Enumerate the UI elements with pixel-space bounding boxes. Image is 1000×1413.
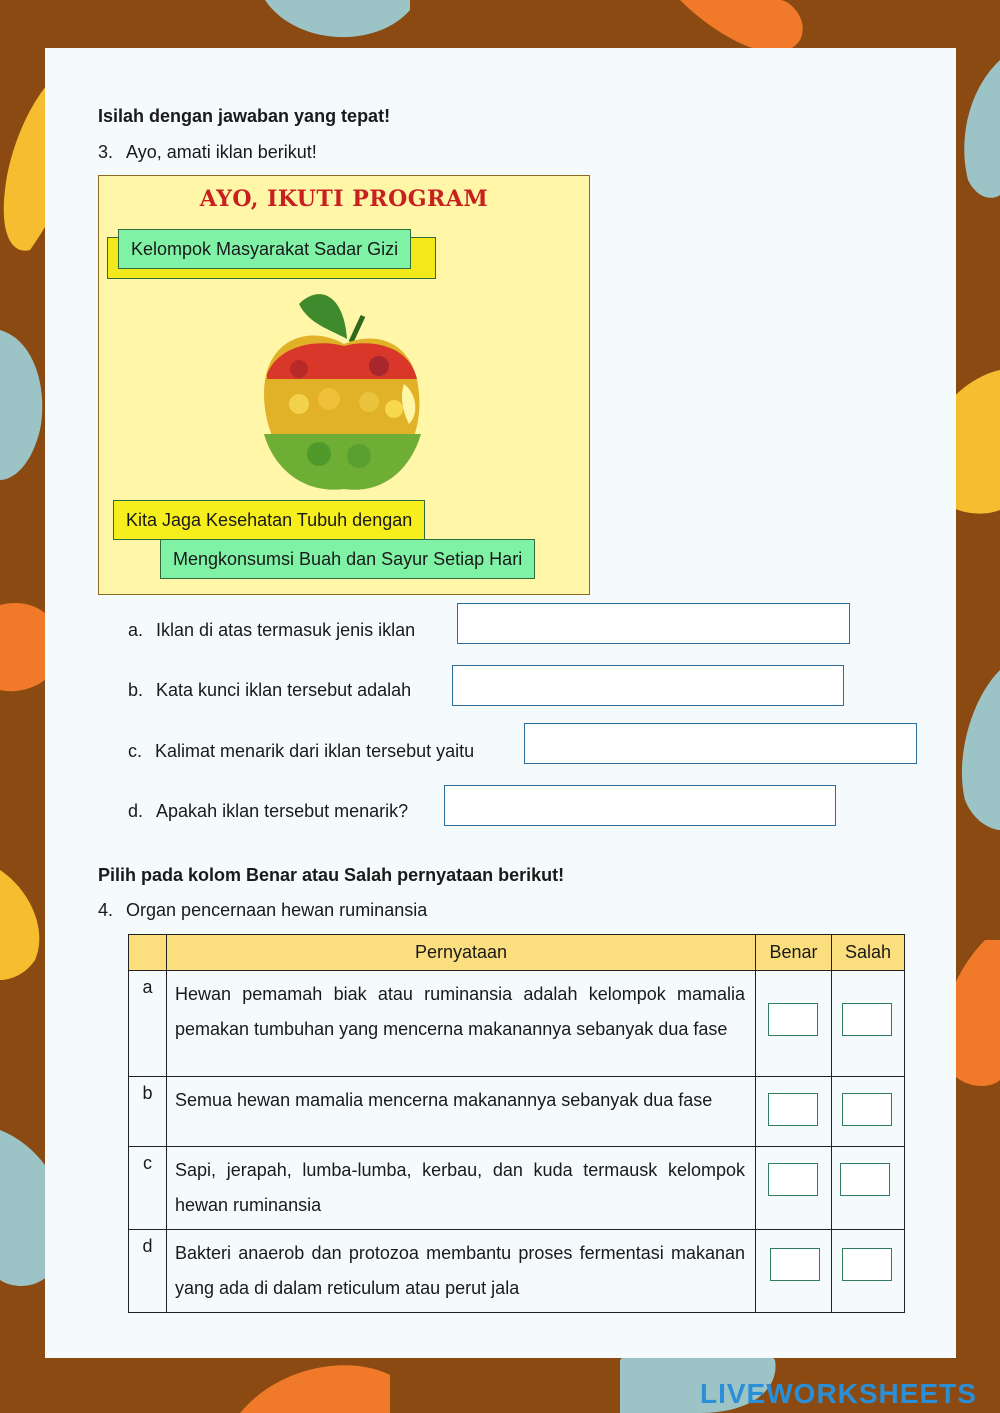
salah-checkbox-b[interactable] (842, 1093, 892, 1126)
salah-checkbox-d[interactable] (842, 1248, 892, 1281)
question-3-number: 3. (98, 142, 114, 162)
leaf-decoration-icon (240, 1355, 390, 1413)
item-d-label: d. Apakah iklan tersebut menarik? (128, 801, 409, 821)
row-letter: a (129, 971, 167, 1077)
true-false-table (128, 934, 905, 1313)
salah-checkbox-c[interactable] (840, 1163, 890, 1196)
instruction-choose: Pilih pada kolom Benar atau Salah pernyataan berikut! (98, 865, 565, 885)
row-statement: Hewan pemamah biak atau ruminansia adalah kelompok mamalia pemakan tumbuhan yang mencerna makanannya sebanyak dua fase (167, 971, 756, 1077)
benar-checkbox-c[interactable] (768, 1163, 818, 1196)
table-row (129, 971, 905, 1077)
liveworksheets-brand-text: LIVEWORKSHEETS (700, 1378, 977, 1409)
advertisement-image (98, 175, 590, 595)
answer-d-input[interactable] (444, 785, 836, 826)
header-statement: Pernyataan (167, 935, 756, 971)
header-salah: Salah (832, 935, 905, 971)
row-statement: Semua hewan mamalia mencerna makanannya sebanyak dua fase (167, 1077, 756, 1147)
header-benar: Benar (756, 935, 832, 971)
benar-checkbox-b[interactable] (768, 1093, 818, 1126)
question-3 (98, 142, 317, 163)
header-letter (129, 935, 167, 971)
benar-checkbox-d[interactable] (770, 1248, 820, 1281)
benar-checkbox-a[interactable] (768, 1003, 818, 1036)
row-statement: Bakteri anaerob dan protozoa membantu proses fermentasi makanan yang ada di dalam reticulum atau perut jala (167, 1230, 756, 1313)
table-row (129, 1077, 905, 1147)
leaf-decoration-icon (0, 870, 48, 980)
item-a-label: a. Iklan di atas termasuk jenis iklan (128, 620, 416, 640)
row-letter: b (129, 1077, 167, 1147)
ad-line-1: Kita Jaga Kesehatan Tubuh dengan (113, 500, 425, 540)
leaf-decoration-icon (265, 0, 415, 50)
leaf-decoration-icon (0, 330, 48, 480)
liveworksheets-logo (700, 1378, 977, 1410)
question-4-number: 4. (98, 900, 114, 920)
fruit-apple-icon (259, 284, 429, 500)
table-header-row (129, 935, 905, 971)
salah-checkbox-a[interactable] (842, 1003, 892, 1036)
ad-line-2: Mengkonsumsi Buah dan Sayur Setiap Hari (160, 539, 535, 579)
question-4-text: Organ pencernaan hewan ruminansia (126, 900, 428, 920)
ad-title: AYO, IKUTI PROGRAM (199, 186, 489, 212)
instruction-fill: Isilah dengan jawaban yang tepat! (98, 106, 391, 126)
table-row (129, 1147, 905, 1230)
row-letter: c (129, 1147, 167, 1230)
question-3-text: Ayo, amati iklan berikut! (126, 142, 317, 162)
answer-c-input[interactable] (524, 723, 917, 764)
ad-group-label: Kelompok Masyarakat Sadar Gizi (118, 229, 411, 269)
answer-a-input[interactable] (457, 603, 850, 644)
item-c-label: c. Kalimat menarik dari iklan tersebut yaitu (128, 741, 475, 761)
leaf-decoration-icon (950, 670, 1000, 830)
item-b-label: b. Kata kunci iklan tersebut adalah (128, 680, 412, 700)
answer-b-input[interactable] (452, 665, 844, 706)
question-4 (98, 900, 427, 921)
row-letter: d (129, 1230, 167, 1313)
table-row (129, 1230, 905, 1313)
row-statement: Sapi, jerapah, lumba-lumba, kerbau, dan kuda termausk kelompok hewan ruminansia (167, 1147, 756, 1230)
